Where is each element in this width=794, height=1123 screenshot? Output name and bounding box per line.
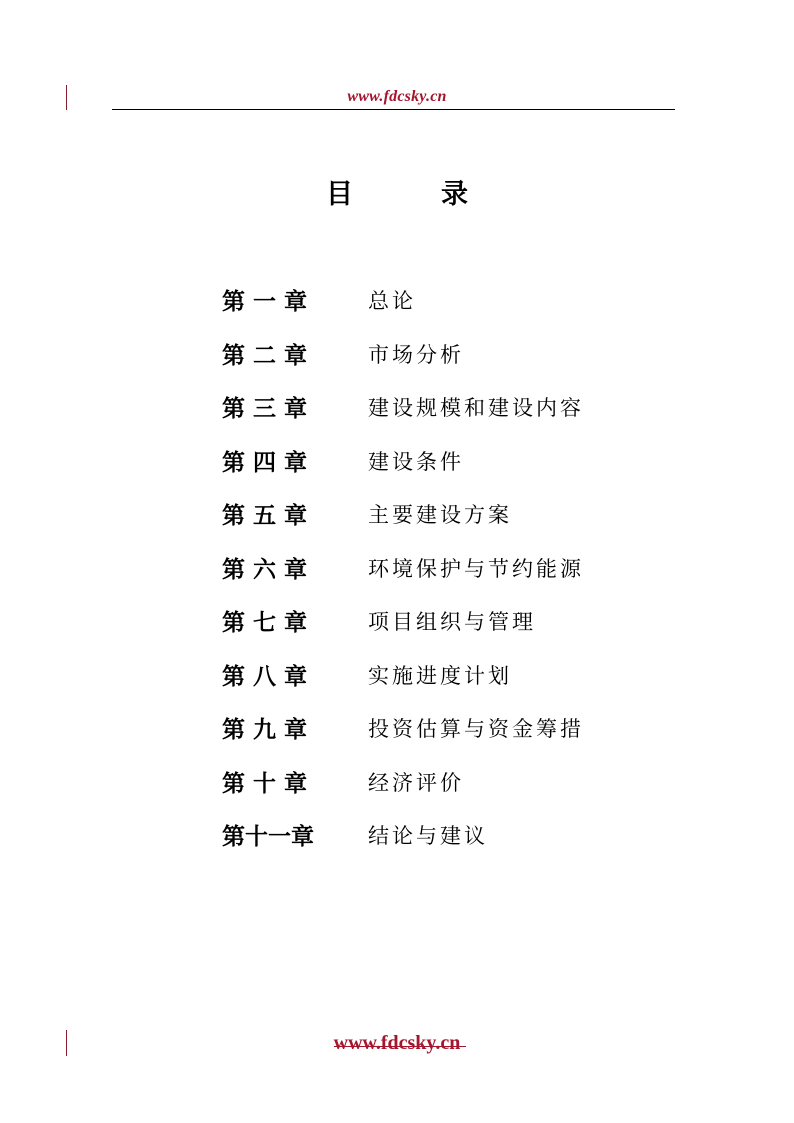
toc-chapter-label: 第 八 章 [222, 663, 308, 690]
toc-chapter-label: 第 九 章 [222, 717, 308, 743]
toc-chapter-label: 第 四 章 [222, 449, 308, 476]
toc-row [222, 818, 622, 872]
toc-chapter-title: 建设规模和建设内容 [368, 396, 584, 420]
header-rule [112, 109, 675, 110]
toc-chapter-title: 经济评价 [368, 770, 464, 795]
toc-chapter-label: 第 一 章 [222, 289, 308, 315]
toc-row [222, 765, 622, 819]
toc-chapter-title: 总论 [368, 289, 416, 313]
toc-chapter-title: 主要建设方案 [368, 503, 512, 527]
toc-row [222, 658, 622, 712]
toc-row [222, 337, 622, 391]
toc-row [222, 711, 622, 765]
toc-chapter-label: 第 七 章 [222, 610, 308, 636]
page-title-char-1: 目 [326, 179, 353, 210]
toc-row [222, 390, 622, 444]
toc-chapter-label: 第 六 章 [222, 556, 308, 583]
header-url: www.fdcsky.cn [347, 88, 447, 105]
toc-chapter-title: 结论与建议 [368, 824, 488, 848]
toc-row [222, 497, 622, 551]
toc-chapter-label: 第十一章 [222, 824, 314, 850]
toc-chapter-title: 投资估算与资金筹措 [368, 717, 584, 741]
toc-chapter-label: 第 五 章 [222, 503, 308, 529]
toc-row [222, 551, 622, 605]
toc-row [222, 604, 622, 658]
table-of-contents [222, 283, 622, 872]
page-title-char-2: 录 [441, 179, 468, 210]
toc-chapter-label: 第 三 章 [222, 396, 308, 422]
toc-chapter-title: 实施进度计划 [368, 663, 512, 688]
toc-chapter-label: 第 二 章 [222, 342, 308, 369]
toc-chapter-title: 项目组织与管理 [368, 610, 536, 634]
toc-chapter-title: 市场分析 [368, 342, 464, 367]
footer-url: www.fdcsky.cn [333, 1032, 461, 1054]
toc-row [222, 444, 622, 498]
toc-chapter-title: 建设条件 [368, 449, 464, 474]
toc-row [222, 283, 622, 337]
footer [0, 1032, 794, 1055]
page-title [0, 172, 794, 211]
toc-chapter-title: 环境保护与节约能源 [368, 556, 584, 581]
toc-chapter-label: 第 十 章 [222, 770, 308, 797]
